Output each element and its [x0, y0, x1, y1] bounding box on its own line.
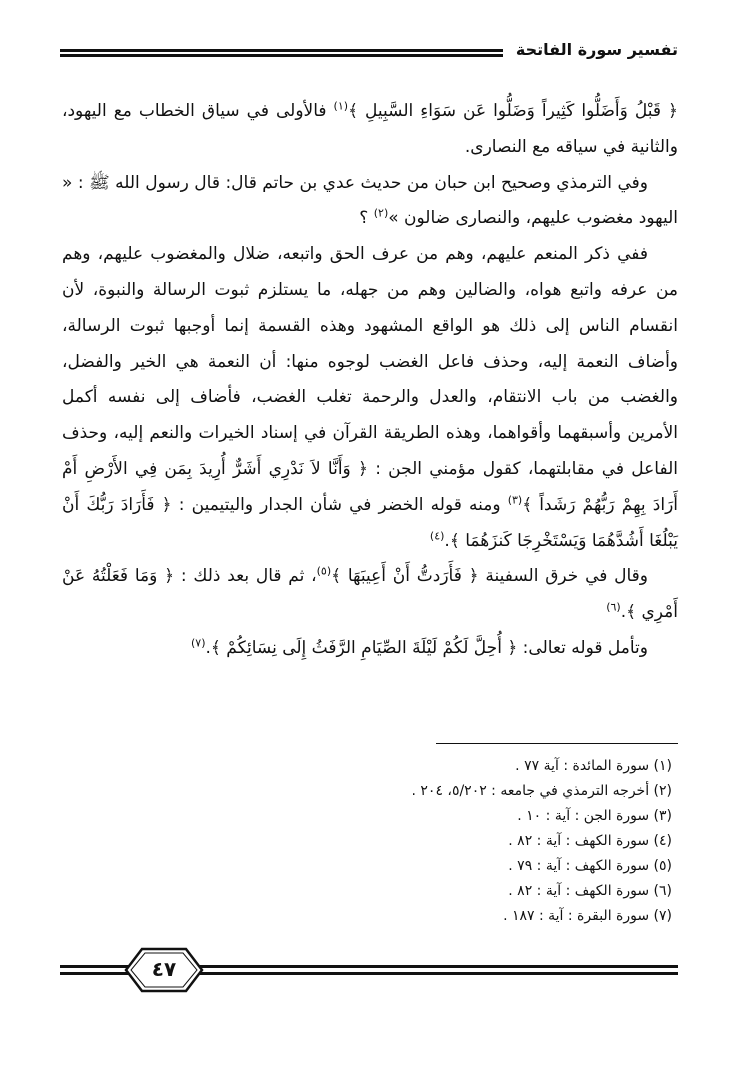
paragraph-text: ففي ذكر المنعم عليهم، وهم من عرف الحق واتبعه، ضلال والمغضوب عليهم، وهم من عرفه واتبع هواه، والضالين وهم من جهله، ما يستلزم ثبوت الرسالة والنبوة، لأن انقسام الناس إلى ذلك هو الواقع المشهود وهذه القسمة إنما أوجبها ثبوت الرسالة، وأضاف النعمة إليه، وحذف فاعل الغضب لوجوه منها: أن النعمة هي الخير والفضل، والغضب من باب الانتقام، والعدل والرحمة تغلب الغضب، فأضاف إلى نفسه أكمل الأمرين وأسبقهما وأقواهما، وهذه الطريقة القرآن في إسناد الخيرات والنعم إليه، وحذف الفاعل في مقابلتهما، كقول مؤمني الجن : — [62, 244, 678, 479]
quran-verse: ﴿ فَأَرَدتُّ أَنْ أَعِيبَهَا ﴾ — [331, 566, 479, 587]
footnote-ref: (١) — [333, 99, 349, 113]
paragraph-text: وتأمل قوله تعالى: — [517, 637, 648, 658]
footnote-6: (٦) سورة الكهف : آية : ٨٢ . — [508, 883, 672, 899]
quran-verse: ﴿ فَأَرَادَ رَبُّكَ أَنْ يَبْلُغَا أَشُدَّهُمَا وَيَسْتَخْرِجَا كَنزَهُمَا ﴾ — [62, 494, 678, 551]
quran-verse: ﴿ أُحِلَّ لَكُمْ لَيْلَةَ الصِّيَامِ الرَّفَثُ إِلَى نِسَائِكُمْ ﴾ — [210, 637, 518, 658]
page-header — [60, 38, 678, 68]
paragraph-text: فالأولى في سياق الخطاب مع اليهود، والثانية في سياقه مع النصارى. — [62, 101, 678, 157]
footnote-ref: (٣) — [507, 493, 523, 507]
main-text — [62, 94, 678, 667]
header-rule — [60, 49, 503, 57]
quran-verse: ﴿ وَأَنَّا لاَ نَدْرِي أَشَرٌّ أُرِيدَ بِمَن فِي الأَرْضِ أَمْ أَرَادَ بِهِمْ رَبُّهُمْ رَشَداً ﴾ — [62, 458, 678, 515]
quran-verse: ﴿ وَمَا فَعَلْتُهُ عَنْ أَمْرِي ﴾ — [62, 566, 678, 623]
paragraph-4: وقال في خرق السفينة ﴿ فَأَرَدتُّ أَنْ أَعِيبَهَا ﴾$^{(٥)}$، ثم قال بعد ذلك : ﴿ وَمَا فَعَلْتُهُ عَنْ أَمْرِي ﴾.$^{(٦)}$ — [62, 564, 678, 623]
page-number-badge — [124, 947, 204, 993]
paragraph-1 — [62, 94, 678, 166]
footnote-4: (٤) سورة الكهف : آية : ٨٢ . — [508, 833, 672, 849]
paragraph-3: ففي ذكر المنعم عليهم، وهم من عرف الحق واتبعه، ضلال والمغضوب عليهم، وهم من عرفه واتبع هواه، والضالين وهم من جهله، ما يستلزم ثبوت الرسالة والنبوة، لأن انقسام الناس إلى ذلك هو الواقع المشهود وهذه القسمة إنما أوجبها ثبوت الرسالة، وأضاف النعمة إليه، وحذف فاعل الغضب لوجوه منها: أن النعمة هي الخير والفضل، والغضب من باب الانتقام، والعدل والرحمة تغلب الغضب، فأضاف إلى نفسه أكمل الأمرين وأسبقهما وأقواهما، وهذه الطريقة القرآن في إسناد الخيرات والنعم إليه، وحذف الفاعل في مقابلتهما، كقول مؤمني الجن : ﴿ وَأَنَّا لاَ نَدْرِي أَشَرٌّ أُرِيدَ بِمَن فِي الأَرْضِ أَمْ أَرَادَ بِهِمْ رَبُّهُمْ رَشَداً ﴾$^{(٣)}$ ومنه قوله الخضر في شأن الجدار واليتيمين : ﴿ فَأَرَادَ رَبُّكَ أَنْ يَبْلُغَا أَشُدَّهُمَا وَيَسْتَخْرِجَا كَنزَهُمَا ﴾.$^{(٤)}$ — [62, 244, 678, 551]
footnote-2: (٢) أخرجه الترمذي في جامعه : ٥/٢٠٢، ٢٠٤ . — [411, 783, 672, 799]
footnote-7: (٧) سورة البقرة : آية : ١٨٧ . — [503, 908, 672, 924]
paragraph-text: وفي الترمذي وصحيح ابن حبان من حديث عدي بن حاتم قال: قال رسول الله ﷺ : « اليهود مغضوب عليهم، والنصارى ضالون » — [62, 172, 678, 229]
paragraph-text: ومنه قوله الخضر في شأن الجدار واليتيمين : — [171, 494, 508, 515]
paragraph-5: وتأمل قوله تعالى: ﴿ أُحِلَّ لَكُمْ لَيْلَةَ الصِّيَامِ الرَّفَثُ إِلَى نِسَائِكُمْ ﴾.$^{(٧)}$ — [191, 636, 648, 658]
footnote-ref: (٧) — [191, 636, 206, 650]
footnote-1: (١) سورة المائدة : آية ٧٧ . — [515, 758, 672, 774]
page-number: ٤٧ — [151, 957, 177, 981]
footnote-ref: (٥) — [316, 564, 332, 578]
paragraph-text: ؟ — [359, 208, 374, 229]
footnote-3: (٣) سورة الجن : آية : ١٠ . — [517, 808, 672, 824]
footnotes — [212, 754, 672, 929]
footnote-ref: (٦) — [606, 600, 621, 614]
footnote-ref: (٢) — [373, 206, 389, 220]
paragraph-text: ، ثم قال بعد ذلك : — [174, 566, 317, 587]
paragraph-2 — [62, 166, 678, 238]
footnote-separator — [436, 743, 678, 744]
paragraph-text: وقال في خرق السفينة — [478, 566, 649, 587]
footnote-5: (٥) سورة الكهف : آية : ٧٩ . — [508, 858, 672, 874]
footnote-ref: (٤) — [429, 528, 445, 542]
page-title: تفسير سورة الفاتحة — [506, 40, 678, 59]
quran-verse: ﴿ قَبْلُ وَأَضَلُّوا كَثِيراً وَضَلُّوا عَن سَوَاءِ السَّبِيلِ ﴾ — [348, 101, 678, 121]
